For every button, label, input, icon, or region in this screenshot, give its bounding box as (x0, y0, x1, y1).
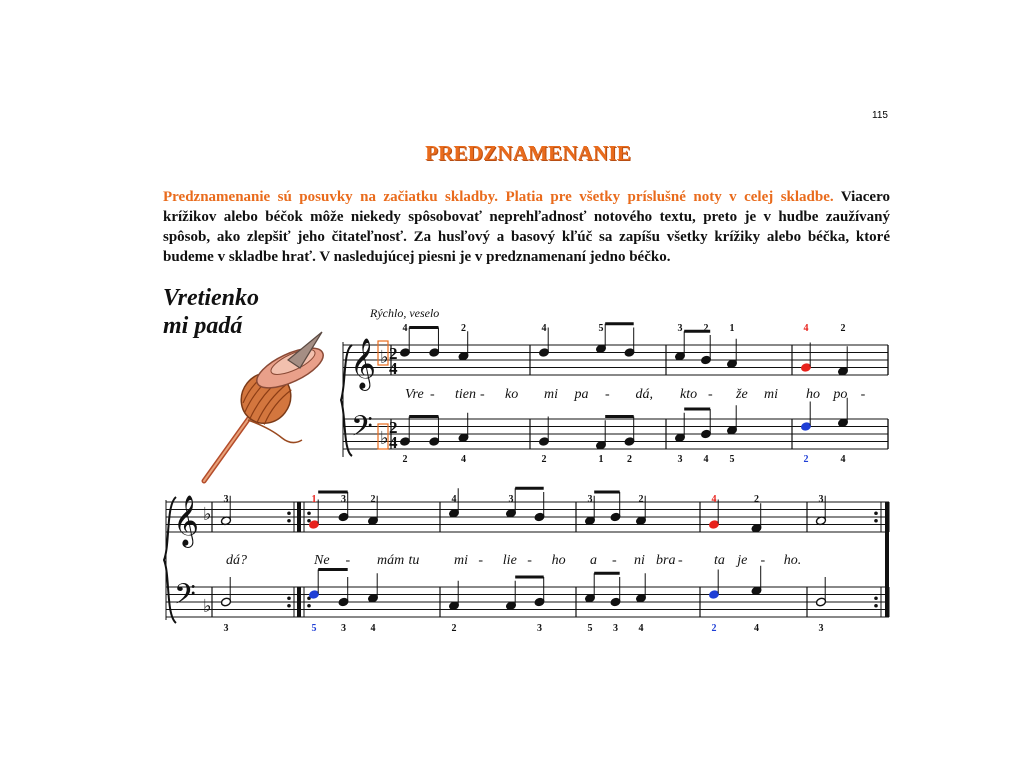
fingering-number: 4 (703, 454, 709, 465)
time-signature-numerator: 2 (389, 344, 398, 363)
lyric-syllable: ho. (783, 553, 802, 568)
lyric-syllable: - (430, 387, 435, 402)
tempo-marking: Rýchlo, veselo (370, 306, 440, 320)
time-signature-denominator: 4 (389, 433, 398, 452)
lyric-syllable: ho (551, 553, 566, 568)
lyric-syllable: ko (505, 387, 519, 402)
fingering-number: 3 (818, 494, 824, 505)
lyric-syllable: - (478, 553, 484, 568)
lyric-syllable: - (860, 387, 866, 402)
lyric-syllable: tien (455, 387, 476, 402)
fingering-number: 4 (711, 494, 717, 505)
fingering-number: 4 (754, 623, 759, 634)
repeat-dot (874, 519, 878, 523)
repeat-dot (874, 596, 878, 600)
fingering-number: 5 (587, 623, 593, 634)
repeat-dot (307, 604, 311, 608)
fingering-number: 5 (598, 323, 604, 334)
intro-highlight-sentence: Predznamenanie sú posuvky na začiatku skladby. Platia pre všetky príslušné noty v celej skladbe. (163, 189, 834, 205)
intro-body-text: Viacero krížikov alebo béčok môže niekedy spôsobovať neprehľadnosť notového textu, preto je v hudbe zaužívaný spôsob, ako zlepšiť jeho čitateľnosť. Za husľový a basový kľúč sa zapíšu všetky krížiky alebo béčka, ktoré budeme v skladbe hrať. V nasledujúcej piesni je v predznamenaní jedno béčko. (163, 189, 890, 265)
flat-sign-icon: ♭ (203, 504, 212, 524)
fingering-number: 2 (627, 454, 632, 465)
fingering-number: 3 (508, 494, 514, 505)
fingering-number: 3 (613, 623, 618, 634)
treble-clef-icon: 𝄞 (350, 339, 377, 388)
treble-clef-icon: 𝄞 (173, 496, 200, 545)
fingering-number: 1 (598, 454, 604, 465)
lyrics-system-1 (405, 387, 866, 402)
fingering-number: 5 (729, 454, 735, 465)
repeat-dot (287, 604, 291, 608)
fingering-number: 4 (541, 323, 547, 334)
bass-clef-icon: 𝄢 (174, 580, 196, 617)
lyrics-system-2 (226, 553, 801, 568)
fingering-number: 3 (223, 494, 229, 505)
lyric-syllable: - (760, 553, 766, 568)
repeat-dot (287, 596, 291, 600)
fingering-number: 4 (803, 323, 809, 334)
lyric-syllable: - (708, 387, 713, 402)
notes-system-2 (220, 488, 826, 634)
fingering-number: 3 (587, 494, 593, 505)
fingering-number: 2 (461, 323, 466, 334)
lyric-syllable: - (527, 553, 532, 568)
lyric-syllable: bra (656, 553, 676, 568)
fingering-number: 3 (677, 323, 683, 334)
fingering-number: 1 (311, 494, 317, 505)
lyric-syllable: - (612, 553, 617, 568)
fingering-number: 2 (402, 454, 408, 465)
lyric-syllable: - (605, 387, 610, 402)
fingering-number: 3 (537, 623, 542, 634)
repeat-dot (874, 604, 878, 608)
repeat-barline-thick (297, 587, 301, 617)
lyric-syllable: a (590, 553, 597, 568)
lyric-syllable: mi (544, 387, 558, 402)
lyric-syllable: dá? (226, 553, 247, 568)
lyric-syllable: Ne (314, 553, 330, 568)
page-title: PREDZNAMENANIE (425, 141, 631, 165)
fingering-number: 4 (638, 623, 644, 634)
bass-staff-lines (166, 587, 889, 617)
lyric-syllable: kto (680, 387, 698, 402)
repeat-dot (287, 511, 291, 515)
time-signature-numerator: 2 (389, 418, 398, 437)
song-title-line-1: Vretienko (163, 285, 260, 311)
fingering-number: 2 (754, 494, 759, 505)
fingering-number: 3 (341, 623, 346, 634)
lyric-syllable: - (678, 553, 683, 568)
lyric-syllable: Vre (405, 387, 424, 402)
fingering-number: 2 (711, 623, 717, 634)
fingering-number: 4 (840, 454, 846, 465)
fingering-number: 2 (370, 494, 376, 505)
repeat-barline-thick (297, 502, 301, 532)
fingering-number: 2 (541, 454, 547, 465)
fingering-number: 2 (451, 623, 457, 634)
lyric-syllable: dá, (635, 387, 653, 402)
fingering-number: 3 (341, 494, 346, 505)
lyric-syllable: že (736, 387, 748, 402)
lyric-syllable: pa (574, 387, 589, 402)
fingering-number: 1 (729, 323, 735, 334)
fingering-number: 3 (677, 454, 683, 465)
song-title-line-2: mi padá (163, 313, 243, 339)
repeat-dot (287, 519, 291, 523)
lyric-syllable: po (833, 387, 848, 402)
music-system-1 (341, 306, 888, 465)
lyric-syllable: tu (408, 553, 420, 568)
fingering-number: 4 (370, 623, 376, 634)
lyric-syllable: ho (806, 387, 820, 402)
fingering-number: 2 (803, 454, 809, 465)
music-system-2 (164, 488, 889, 634)
fingering-number: 2 (840, 323, 846, 334)
fingering-number: 3 (818, 623, 824, 634)
spindle-illustration (204, 332, 329, 481)
bass-clef-icon: 𝄢 (351, 412, 373, 449)
flat-sign-icon: ♭ (380, 428, 389, 448)
lyric-syllable: je (737, 553, 748, 568)
fingering-number: 3 (223, 623, 229, 634)
fingering-number: 5 (311, 623, 317, 634)
fingering-number: 4 (402, 323, 408, 334)
page-number: 115 (872, 110, 888, 121)
lyric-syllable: ni (634, 553, 645, 568)
lyric-syllable: - (345, 553, 351, 568)
lyric-syllable: mám (377, 553, 405, 568)
time-signature-denominator: 4 (389, 359, 398, 378)
fingering-number: 4 (451, 494, 457, 505)
flat-sign-icon: ♭ (380, 347, 389, 367)
lyric-syllable: mi (764, 387, 778, 402)
repeat-dot (874, 511, 878, 515)
flat-sign-icon: ♭ (203, 596, 212, 616)
repeat-dot (307, 519, 311, 523)
treble-staff-lines (166, 502, 889, 532)
fingering-number: 4 (461, 454, 466, 465)
lyric-syllable: mi (454, 553, 468, 568)
lyric-syllable: lie (502, 553, 517, 568)
fingering-number: 2 (703, 323, 709, 334)
repeat-dot (307, 511, 311, 515)
lyric-syllable: - (480, 387, 485, 402)
lyric-syllable: ta (714, 553, 725, 568)
fingering-number: 2 (638, 494, 644, 505)
